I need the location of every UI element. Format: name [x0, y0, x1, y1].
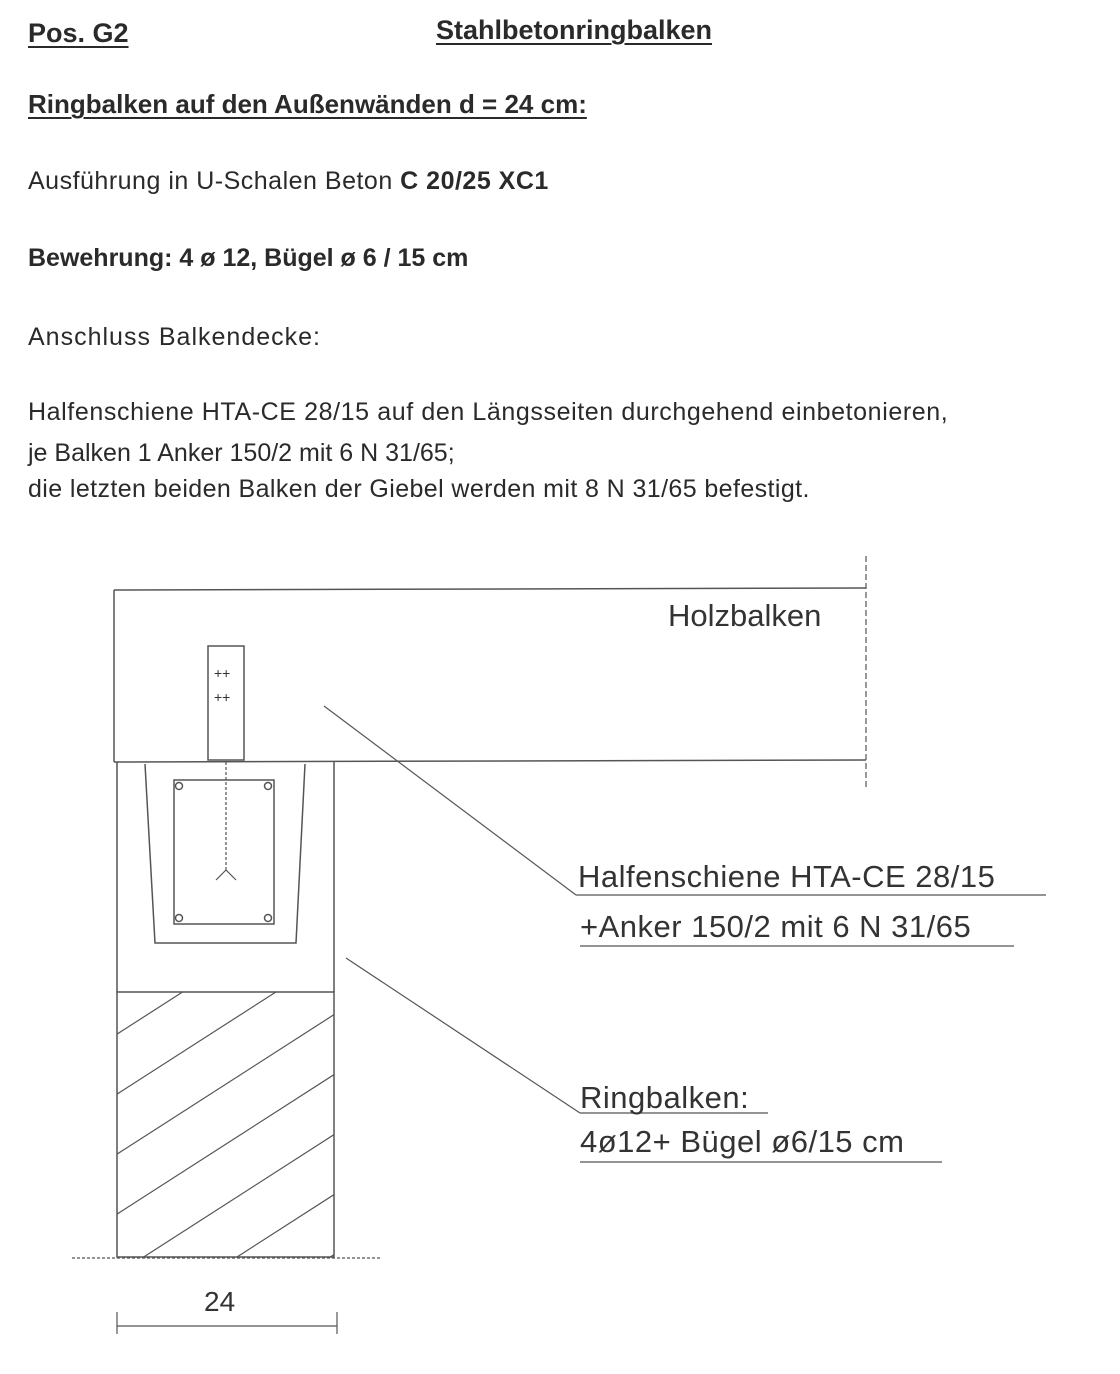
position-label: Pos. G2: [28, 18, 129, 48]
callout-rail-line2: +Anker 150/2 mit 6 N 31/65: [580, 909, 972, 944]
page-title: Stahlbetonringbalken: [436, 15, 713, 45]
execution-text: Ausführung in U-Schalen Beton: [28, 167, 401, 195]
ring-beam: [117, 762, 334, 992]
concrete-grade: C 20/25 XC1: [400, 167, 549, 195]
dimension-label: 24: [204, 1286, 236, 1317]
timber-beam-label: Holzbalken: [668, 598, 822, 633]
callout-rail-line1: Halfenschiene HTA-CE 28/15: [578, 859, 996, 894]
callout-ring-line1: Ringbalken:: [580, 1080, 750, 1115]
callout-ring-line2: 4ø12+ Bügel ø6/15 cm: [580, 1124, 905, 1159]
paragraph-line-2: je Balken 1 Anker 150/2 mit 6 N 31/65;: [28, 439, 455, 467]
connection-heading: Anschluss Balkendecke:: [28, 323, 321, 351]
anchor-plate: [208, 646, 244, 760]
paragraph-line-3: die letzten beiden Balken der Giebel werden mit 8 N 31/65 befestigt.: [28, 475, 810, 503]
paragraph-line-1: Halfenschiene HTA-CE 28/15 auf den Längsseiten durchgehend einbetonieren,: [28, 398, 949, 426]
anchor-mark-2: ++: [214, 689, 231, 705]
anchor-mark-1: ++: [214, 665, 231, 681]
section-subtitle: Ringbalken auf den Außenwänden d = 24 cm:: [28, 89, 587, 119]
reinforcement-line: Bewehrung: 4 ø 12, Bügel ø 6 / 15 cm: [28, 244, 469, 272]
